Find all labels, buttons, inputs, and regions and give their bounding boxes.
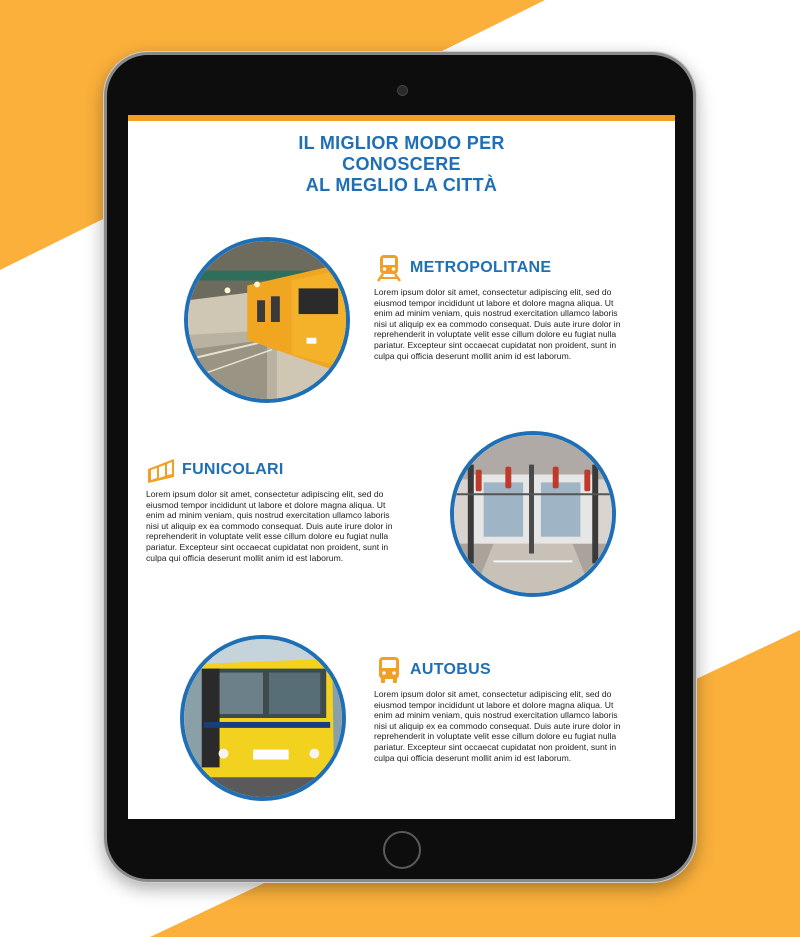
section-body-autobus: Lorem ipsum dolor sit amet, consectetur adipiscing elit, sed do eiusmod tempor incididunt ut labore et dolore magna aliqua. Ut enim ad minim veniam, quis nostrud exercitation ullamco laboris nisi ut aliquip ex ea commodo consequat. Duis aute irure dolor in reprehenderit in voluptate velit esse cillum dolore eu fugiat nulla pariatur. Excepteur sint occaecat cupidatat non proident, sunt in culpa qui officia deserunt mollit anim id est laborum. (374, 689, 621, 763)
title-line-3: AL MEGLIO LA CITTÀ (305, 175, 498, 195)
section-body-metropolitane: Lorem ipsum dolor sit amet, consectetur adipiscing elit, sed do eiusmod tempor incididunt ut labore et dolore magna aliqua. Ut enim ad minim veniam, quis nostrud exercitation ullamco laboris nisi ut aliquip ex ea commodo consequat. Duis aute irure dolor in reprehenderit in voluptate velit esse cillum dolore eu fugiat nulla pariatur. Excepteur sint occaecat cupidatat non proident, sunt in culpa qui officia deserunt mollit anim id est laborum. (374, 287, 621, 361)
yellow-bus-photo (180, 635, 346, 801)
top-accent-bar (128, 115, 675, 121)
section-title-metropolitane: METROPOLITANE (410, 259, 552, 276)
bus-icon (374, 655, 404, 685)
home-button[interactable] (383, 831, 421, 869)
camera-icon (397, 85, 408, 96)
subway-platform-photo (184, 237, 350, 403)
tablet-screen (128, 115, 675, 819)
title-line-1: IL MIGLIOR MODO PER (298, 133, 505, 153)
section-metropolitane (374, 253, 624, 361)
title-line-2: CONOSCERE (342, 154, 461, 174)
funicular-interior-photo (450, 431, 616, 597)
train-icon (374, 253, 404, 283)
page-title (128, 133, 675, 196)
section-autobus (374, 655, 624, 763)
section-title-funicolari: FUNICOLARI (182, 461, 284, 478)
tablet-device (104, 52, 696, 882)
section-title-autobus: AUTOBUS (410, 661, 491, 678)
funicular-icon (146, 455, 176, 485)
section-funicolari (146, 455, 396, 563)
section-body-funicolari: Lorem ipsum dolor sit amet, consectetur adipiscing elit, sed do eiusmod tempor incididunt ut labore et dolore magna aliqua. Ut enim ad minim veniam, quis nostrud exercitation ullamco laboris nisi ut aliquip ex ea commodo consequat. Duis aute irure dolor in reprehenderit in voluptate velit esse cillum dolore eu fugiat nulla pariatur. Excepteur sint occaecat cupidatat non proident, sunt in culpa qui officia deserunt mollit anim id est laborum. (146, 489, 393, 563)
